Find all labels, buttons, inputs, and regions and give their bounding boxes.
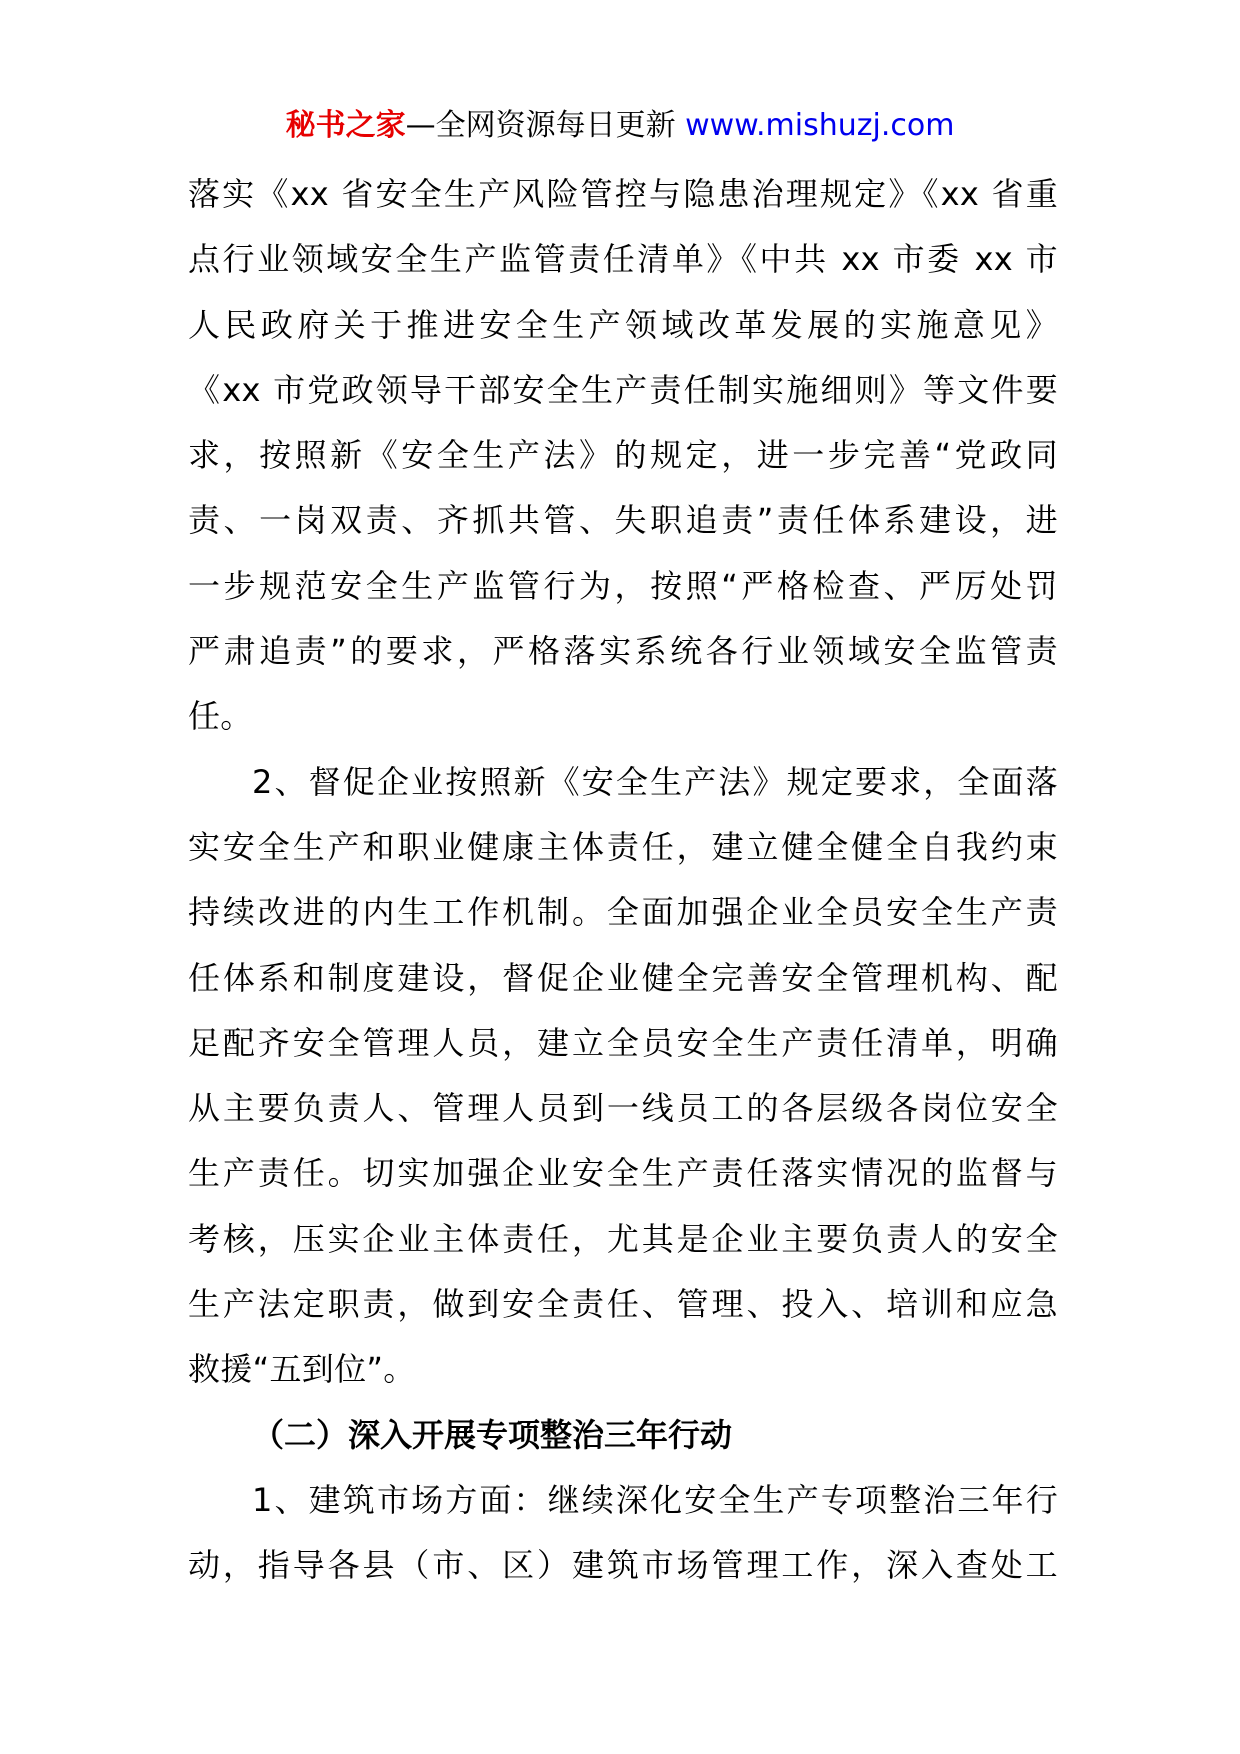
- paragraph-line: 《xx 市党政领导干部安全生产责任制实施细则》等文件要: [188, 370, 1058, 409]
- paragraph-line: 生产法定职责，做到安全责任、管理、投入、培训和应急: [188, 1285, 1058, 1324]
- paragraph-line: 2、督促企业按照新《安全生产法》规定要求，全面落: [252, 762, 1058, 801]
- paragraph-line: 求，按照新《安全生产法》的规定，进一步完善“党政同: [188, 436, 1058, 475]
- header-url-link[interactable]: www.mishuzj.com: [685, 108, 955, 143]
- paragraph-line: 人民政府关于推进安全生产领域改革发展的实施意见》: [188, 305, 1058, 344]
- paragraph-line: 一步规范安全生产监管行为，按照“严格检查、严厉处罚: [188, 566, 1058, 605]
- paragraph-3: [188, 1468, 1058, 1599]
- paragraph-1: [188, 162, 1058, 750]
- paragraph-line: 落实《xx 省安全生产风险管控与隐患治理规定》《xx 省重: [188, 175, 1058, 213]
- paragraph-line: 足配齐安全管理人员，建立全员安全生产责任清单，明确: [188, 1023, 1058, 1062]
- paragraph-line: 生产责任。切实加强企业安全生产责任落实情况的监督与: [188, 1154, 1058, 1193]
- paragraph-line: 实安全生产和职业健康主体责任，建立健全健全自我约束: [188, 827, 1058, 866]
- paragraph-line: 任。: [188, 697, 253, 736]
- header-tagline: —全网资源每日更新: [405, 108, 676, 143]
- section-heading: （二）深入开展专项整治三年行动: [252, 1415, 733, 1454]
- paragraph-line: 救援“五到位”。: [188, 1350, 416, 1389]
- paragraph-line: 动，指导各县（市、区）建筑市场管理工作，深入查处工: [188, 1546, 1058, 1585]
- document-body: [188, 162, 1058, 1599]
- paragraph-line: 1、建筑市场方面：继续深化安全生产专项整治三年行: [252, 1480, 1058, 1519]
- paragraph-line: 任体系和制度建设，督促企业健全完善安全管理机构、配: [188, 958, 1058, 997]
- paragraph-line: 考核，压实企业主体责任，尤其是企业主要负责人的安全: [188, 1219, 1058, 1258]
- paragraph-line: 点行业领域安全生产监管责任清单》《中共 xx 市委 xx 市: [188, 240, 1058, 279]
- paragraph-line: 从主要负责人、管理人员到一线员工的各层级各岗位安全: [188, 1089, 1058, 1128]
- paragraph-2: [188, 750, 1058, 1403]
- page-header: [0, 104, 1240, 148]
- paragraph-line: 持续改进的内生工作机制。全面加强企业全员安全生产责: [188, 893, 1058, 932]
- paragraph-line: 责、一岗双责、齐抓共管、失职追责”责任体系建设，进: [188, 501, 1058, 540]
- paragraph-line: 严肃追责”的要求，严格落实系统各行业领域安全监管责: [188, 632, 1058, 671]
- header-brand: 秘书之家: [285, 108, 406, 143]
